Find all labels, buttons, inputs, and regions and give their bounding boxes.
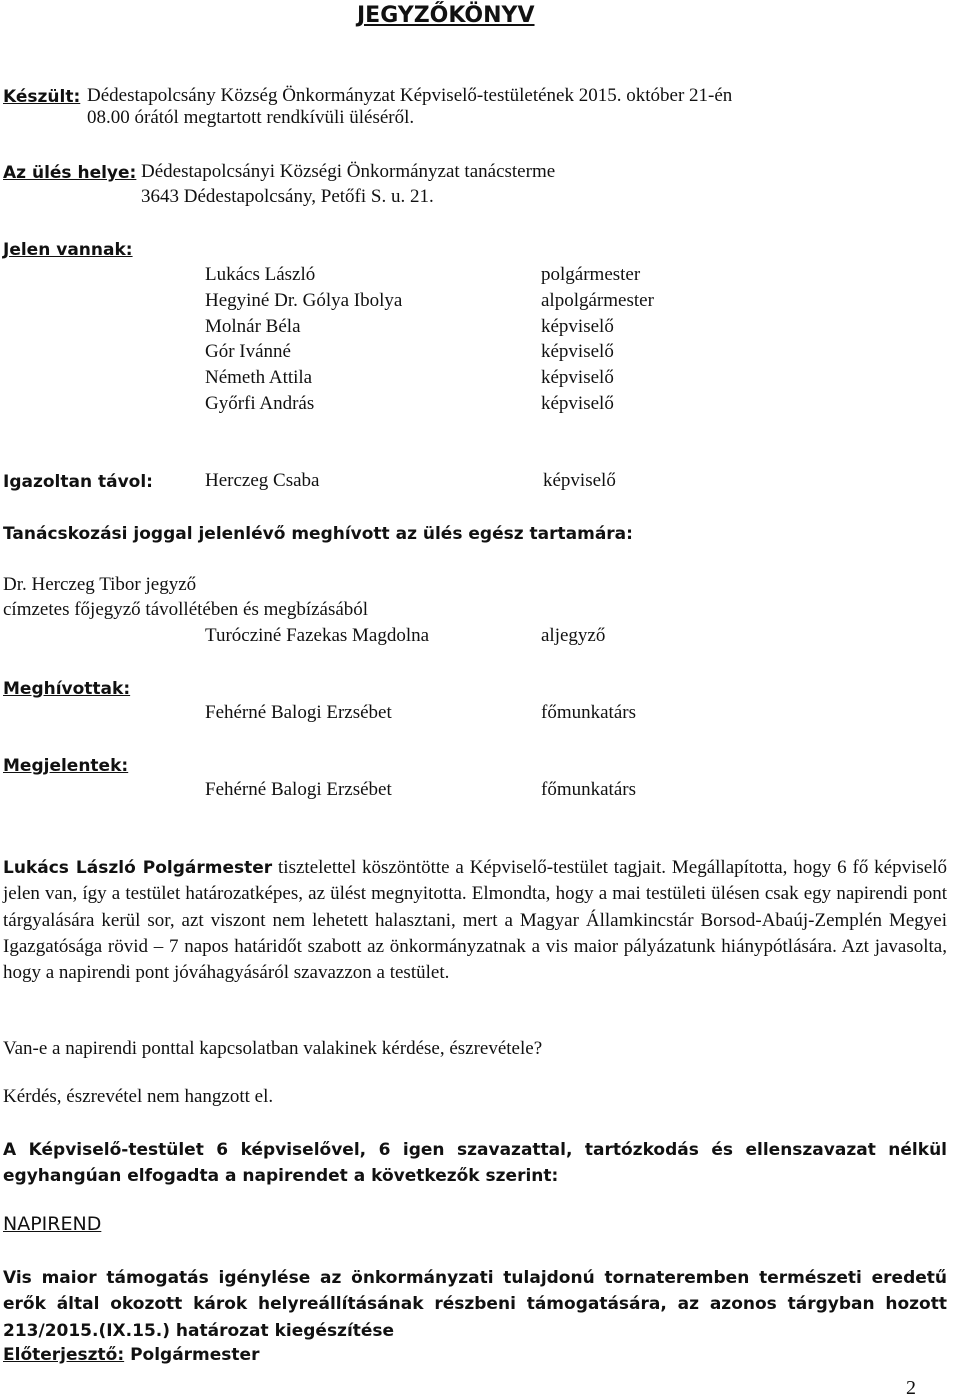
tavol-name: Herczeg Csaba [205,470,320,491]
helye-line-1: Dédestapolcsányi Községi Önkormányzat tanácsterme [141,161,556,182]
keszult-line-1: Dédestapolcsány Község Önkormányzat Képviselő-testületének 2015. október 21-én [87,85,733,106]
tavol-label: Igazoltan távol: [3,472,153,492]
opening-lead: Lukács László Polgármester [3,858,273,878]
meghivottak-label: Meghívottak: [3,679,131,699]
member-name: Molnár Béla [205,316,301,337]
helye-label: Az ülés helye: [3,163,137,183]
no-remarks-text: Kérdés, észrevétel nem hangzott el. [3,1086,274,1107]
keszult-label: Készült: [3,87,81,107]
aljegyzo-name: Turócziné Fazekas Magdolna [205,625,430,646]
decision-text: A Képviselő-testület 6 képviselővel, 6 igen szavazattal, tartózkodás és ellenszavazat nélkül egyhangúan elfogadta a napirendet a következők szerint: [3,1140,947,1187]
jelen-label: Jelen vannak: [3,240,133,260]
jegyzo-line: Dr. Herczeg Tibor jegyző [3,574,197,595]
member-name: Németh Attila [205,367,313,388]
member-name: Győrfi András [205,393,315,414]
megjelent-name: Fehérné Balogi Erzsébet [205,779,392,800]
member-role: képviselő [541,316,614,337]
aljegyzo-role: aljegyző [541,625,606,646]
member-role: polgármester [541,264,641,285]
tanacskozasi-heading: Tanácskozási joggal jelenlévő meghívott az ülés egész tartamára: [3,524,633,544]
eloterjeszto-label: Előterjesztő: [3,1345,125,1365]
member-role: alpolgármester [541,290,654,311]
napirend-item: Vis maior támogatás igénylése az önkormányzati tulajdonú tornateremben természeti eredetű erők által okozott károk helyreállításának részbeni támogatására, az azonos tárgyban hozott 213/2015.(IX.15.) határozat kiegészítése [3,1268,947,1341]
fojegyzo-line: címzetes főjegyző távollétében és megbízásából [3,599,369,620]
eloterjeszto-line [3,1343,259,1367]
megjelentek-label: Megjelentek: [3,756,129,776]
opening-paragraph [3,855,947,986]
napirend-heading: NAPIREND [3,1213,102,1235]
page-number: 2 [906,1377,916,1399]
member-name: Hegyiné Dr. Gólya Ibolya [205,290,403,311]
opening-text: tisztelettel köszöntötte a Képviselő-testület tagjait. Megállapította, hogy 6 fő képviselő jelen van, így a testület határozatképes, az ülést megnyitotta. Elmondta, hogy a mai testületi ülésen csak egy napirendi pont tárgyalására kerül sor, azt viszont nem lehetett halasztani, mert a Magyar Államkincstár Borsod-Abaúj-Zemplén Megyei Igazgatósága rövid – 7 napos határidőt szabott az önkormányzatnak a vis maior pályázatunk hiánypótlására. Azt javasolta, hogy a napirendi pont jóváhagyásáról szavazzon a testület. [3,857,947,984]
meghivott-name: Fehérné Balogi Erzsébet [205,702,392,723]
member-name: Gór Ivánné [205,341,291,362]
megjelent-role: főmunkatárs [541,779,636,800]
keszult-line-2: 08.00 órától megtartott rendkívüli üléséről. [87,107,415,128]
member-name: Lukács László [205,264,316,285]
member-role: képviselő [541,393,614,414]
meghivott-role: főmunkatárs [541,702,636,723]
helye-line-2: 3643 Dédestapolcsány, Petőfi S. u. 21. [141,186,434,207]
question-text: Van-e a napirendi ponttal kapcsolatban valakinek kérdése, észrevétele? [3,1038,543,1059]
member-role: képviselő [541,367,614,388]
page-title: JEGYZŐKÖNYV [357,3,535,28]
eloterjeszto-value: Polgármester [130,1345,260,1365]
member-role: képviselő [541,341,614,362]
tavol-role: képviselő [543,470,616,491]
